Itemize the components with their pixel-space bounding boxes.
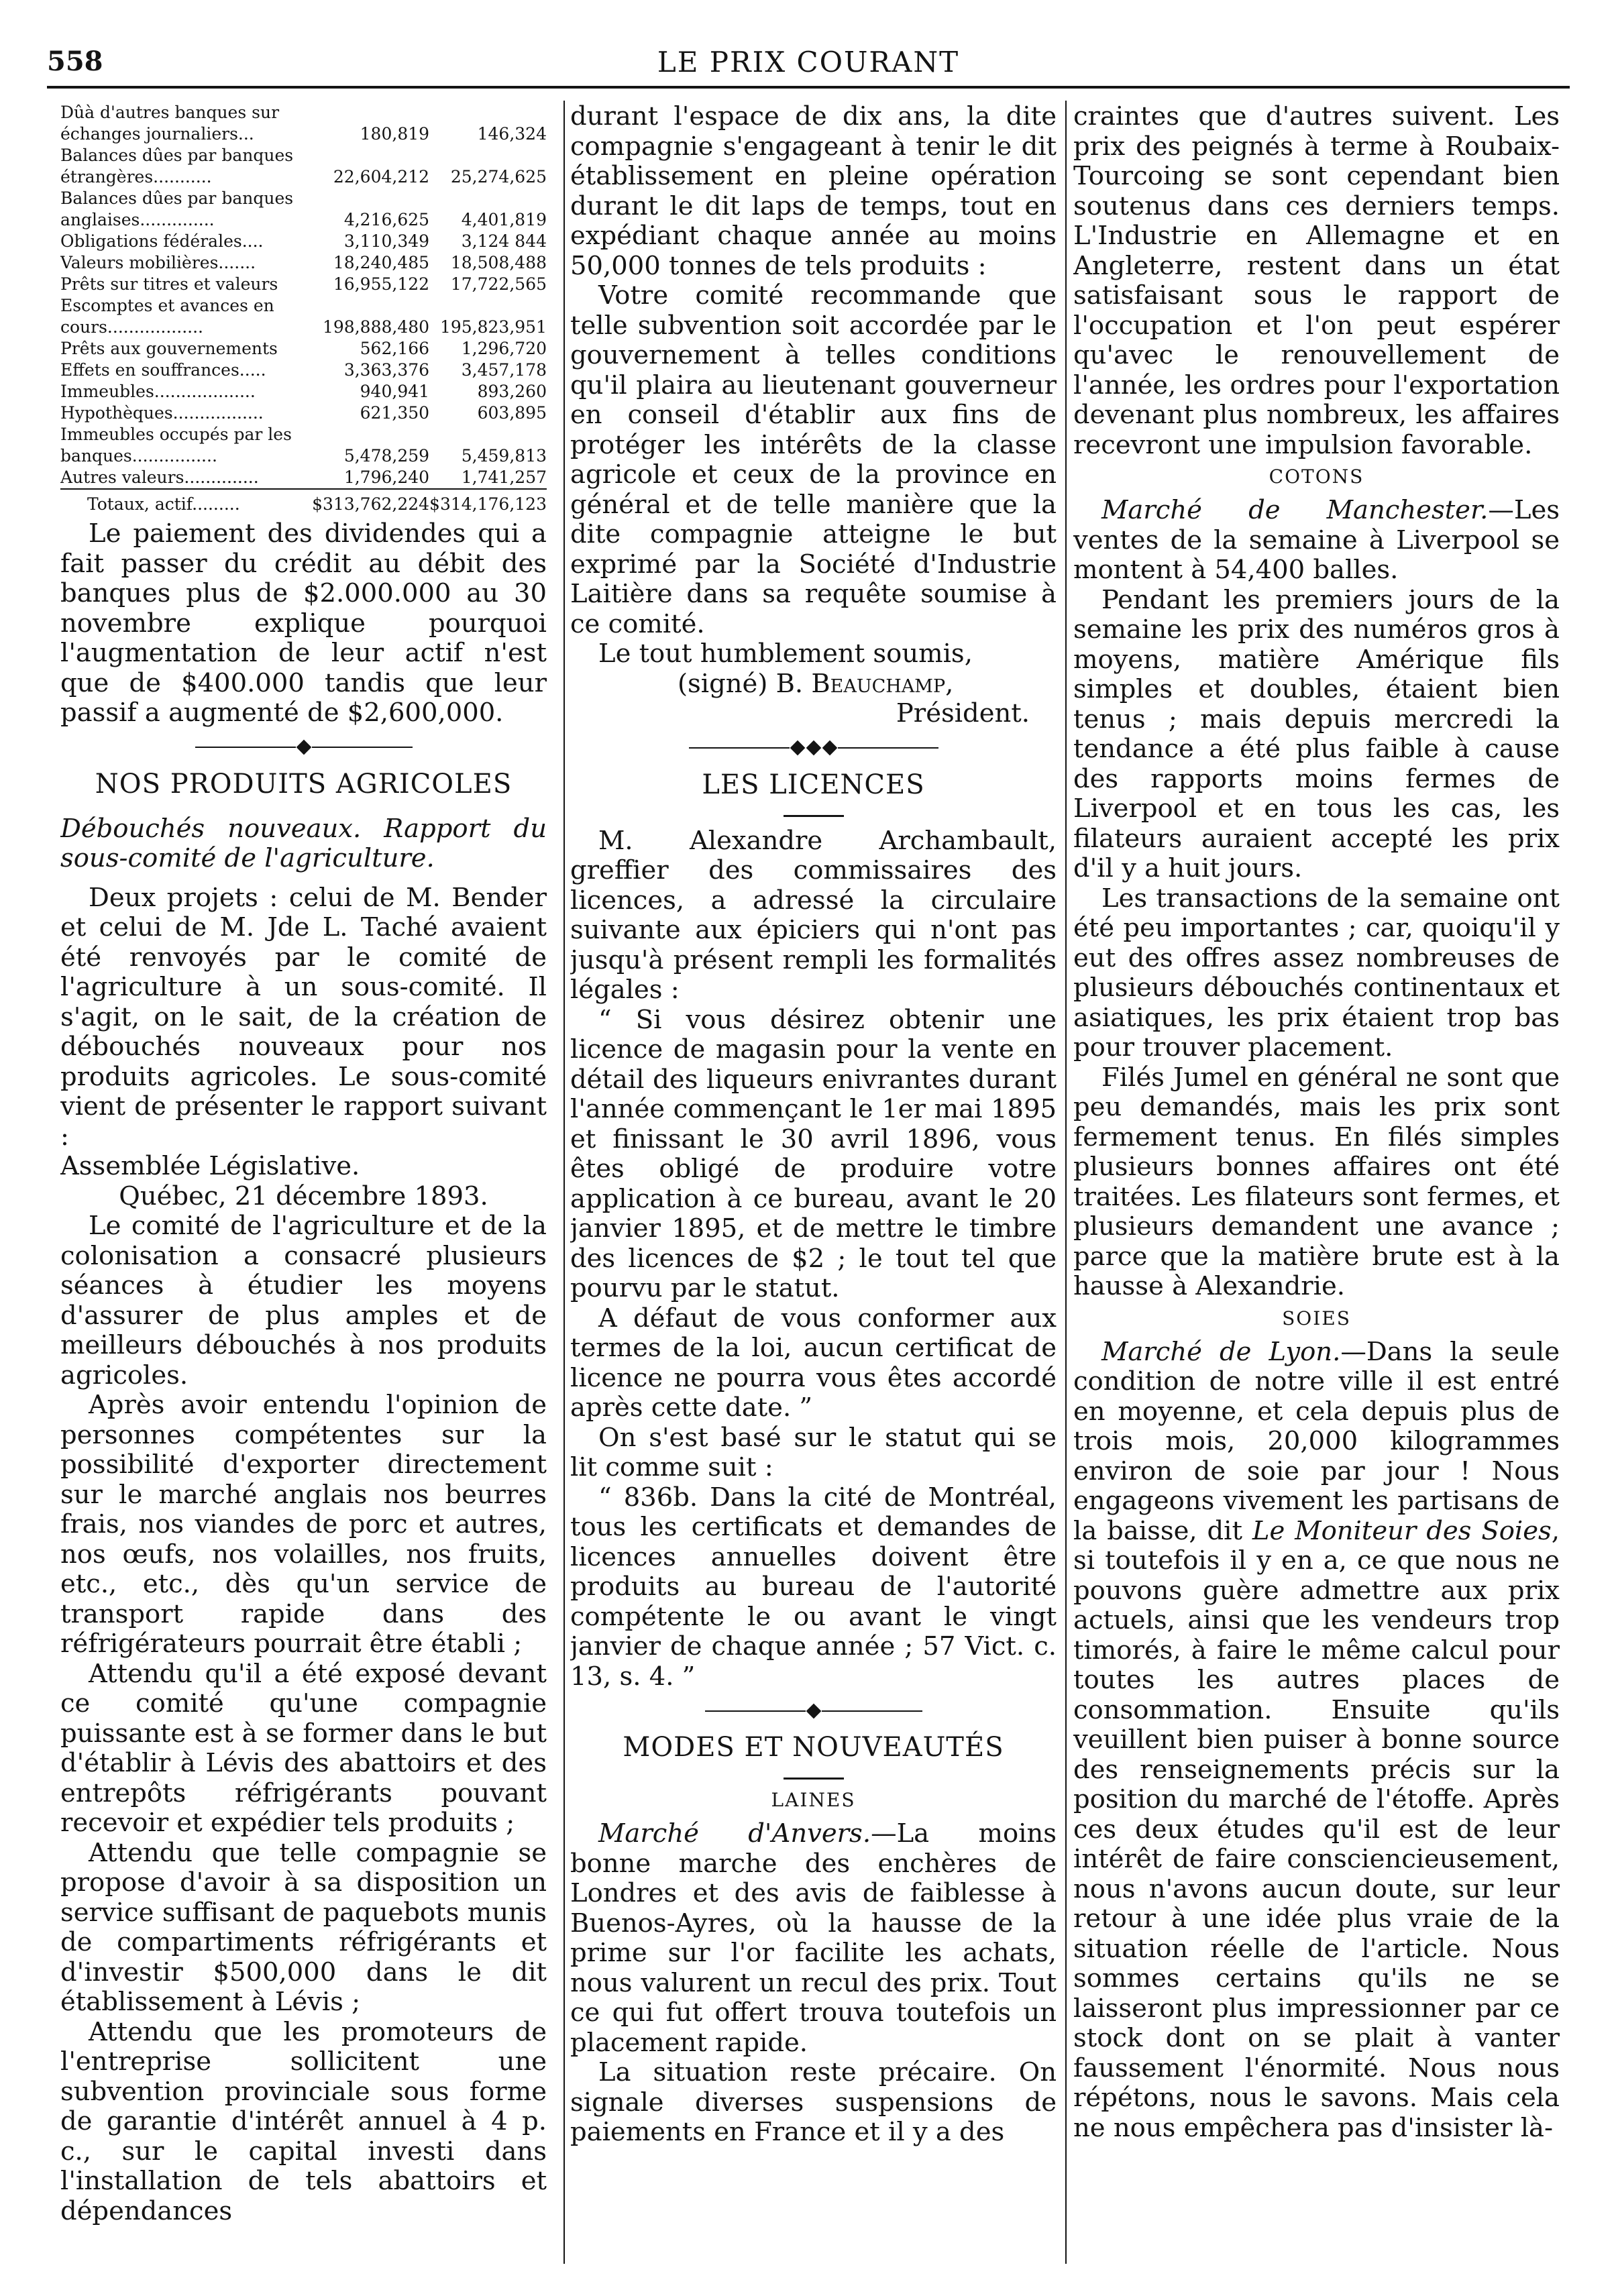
- column-1: [60, 102, 547, 2265]
- paragraph-apres: Après avoir entendu l'opinion de personnes compétentes sur la possibilité d'exporter directement sur le marché anglais nos beurres frais, nos viandes de porc et autres, nos œufs, nos volailles, nos fruits, etc., etc., dès qu'un service de transport rapide dans des réfrigérateurs pourrait être établi ;: [60, 1390, 547, 1659]
- paragraph-836b: “ 836b. Dans la cité de Montréal, tous les certificats et demandes de licences annuelles doivent être produits au bureau de l'autorité compétente le ou avant le vingt janvier de chaque année ; 57 Vict. c. 13, s. 4. ”: [570, 1482, 1057, 1692]
- heading-cotons: COTONS: [1269, 466, 1364, 488]
- row-value-1893: 621,350: [360, 403, 430, 423]
- totals-value-1893: $313,762,224: [312, 489, 429, 515]
- row-value-1894: 4,401,819: [461, 210, 547, 229]
- paragraph-comite: Le comité de l'agriculture et de la colonisation a consacré plusieurs séances à étudier les moyens d'assurer de plus amples et de meilleurs débouchés à nos produits agricoles.: [60, 1211, 547, 1390]
- section-ornament: [570, 1697, 1057, 1724]
- row-value-1894: 25,274,625: [450, 167, 547, 186]
- row-label: Autres valeurs..............: [60, 468, 259, 487]
- anvers-lead: Marché d'Anvers.: [598, 1818, 871, 1849]
- paragraph-anvers: [570, 1819, 1057, 2058]
- totals-row: [60, 489, 547, 515]
- row-value-1894: 3,124 844: [461, 231, 547, 251]
- row-value-1894: 893,260: [477, 382, 547, 401]
- lyon-lead: Marché de Lyon.: [1101, 1336, 1341, 1367]
- row-value-1894: 195,823,951: [439, 317, 547, 337]
- row-label: Prêts sur titres et valeurs: [60, 274, 278, 294]
- row-value-1894: 17,722,565: [450, 274, 547, 294]
- lyon-moniteur-title: Le Moniteur des Soies: [1252, 1515, 1552, 1546]
- row-label: Effets en souffrances.....: [60, 360, 266, 380]
- paragraph-assemblee: Assemblée Législative.: [60, 1151, 360, 1181]
- paragraph-a-defaut: A défaut de vous conformer aux termes de la loi, aucun certificat de licence ne pourra vous êtes accordé après cette date. ”: [570, 1303, 1057, 1423]
- row-value-1894: 5,459,813: [461, 446, 547, 466]
- row-label: Valeurs mobilières.......: [60, 253, 256, 272]
- column-3: [1073, 102, 1560, 2265]
- row-value-1893: 1,796,240: [343, 468, 430, 487]
- table-row: [60, 145, 547, 188]
- row-label: Balances dûes par banques anglaises..............: [60, 188, 294, 229]
- heading-laines: LAINES: [771, 1789, 856, 1811]
- table-row: [60, 295, 547, 338]
- heading-rule: [784, 1778, 844, 1780]
- paragraph-statut: On s'est basé sur le statut qui se lit comme suit :: [570, 1422, 1057, 1482]
- section-ornament: [60, 734, 547, 761]
- signature-line: [570, 669, 1057, 700]
- table-row: [60, 402, 547, 424]
- paragraph-archambault: M. Alexandre Archambault, greffier des commissaires des licences, a adressé la circulaire suivante aux épiciers qui n'ont pas jusqu'à présent rempli les formalités légales :: [570, 825, 1057, 1005]
- table-row: [60, 102, 547, 145]
- paragraph-soumis: Le tout humblement soumis,: [598, 639, 973, 669]
- row-label: Balances dûes par banques étrangères...........: [60, 146, 294, 186]
- row-label: Immeubles occupés par les banques................: [60, 425, 292, 466]
- column-2: [570, 102, 1057, 2265]
- paragraph-manchester: [1073, 496, 1560, 586]
- row-value-1893: 18,240,485: [333, 253, 430, 272]
- row-value-1893: 180,819: [360, 124, 430, 144]
- table-row: [60, 252, 547, 274]
- manchester-lead: Marché de Manchester.: [1101, 495, 1489, 525]
- row-value-1893: 22,604,212: [333, 167, 430, 186]
- row-value-1893: 5,478,259: [343, 446, 430, 466]
- signature-name: Beauchamp,: [811, 668, 954, 699]
- table-row: [60, 231, 547, 252]
- anvers-text: —La moins bonne marche des enchères de Londres et des avis de faiblesse à Buenos-Ayres, où la hausse de la prime sur l'or facilite les achats, nous valurent un recul des prix. Tout ce qui fut offert trouva toutefois un placement rapide.: [570, 1818, 1057, 2058]
- paragraph-transactions: Les transactions de la semaine ont été peu importantes ; car, quoiqu'il y eut des offres assez nombreuses de plusieurs débouchés continentaux et asiatiques, les prix étaient trop bas pour trouver placement.: [1073, 883, 1560, 1062]
- section-ornament: [570, 734, 1057, 761]
- heading-soies: SOIES: [1282, 1307, 1351, 1329]
- row-label: Hypothèques.................: [60, 403, 264, 423]
- row-label: Immeubles...................: [60, 382, 256, 401]
- table-row: [60, 467, 547, 489]
- row-label: Obligations fédérales....: [60, 231, 264, 251]
- lyon-text-2: , si toutefois il y en a, ce que nous ne pouvons guère admettre aux prix actuels, ainsi que les vendeurs trop timorés, à faire le même calcul pour toutes les autres places de consommation. Ensuite qu'ils veuillent bien puiser à bonne source des renseignements précis sur la position du marché de l'étoffe. Après ces deux études qu'il est de leur intérêt de faire consciencieusement, nous n'avons aucun doute, sur leur retour à une idée plus vraie de la situation réelle de l'article. Nous sommes certains qu'ils ne se laisseront plus impressionner par ce stock dont on se plait à vanter faussement l'énormité. Nous nous répétons, nous le savons. Mais cela ne nous empêchera pas d'insister là-: [1073, 1515, 1560, 2143]
- row-label: Escomptes et avances en cours..................: [60, 296, 274, 337]
- row-value-1893: 3,110,349: [343, 231, 430, 251]
- row-value-1894: 3,457,178: [461, 360, 547, 380]
- table-row: [60, 381, 547, 402]
- row-value-1894: 1,741,257: [461, 468, 547, 487]
- row-value-1894: 18,508,488: [450, 253, 547, 272]
- paragraph-lyon: [1073, 1337, 1560, 2144]
- bank-assets-table: [60, 102, 547, 515]
- heading-les-licences: LES LICENCES: [702, 769, 925, 800]
- paragraph-durant: durant l'espace de dix ans, la dite compagnie s'engageant à tenir le dit établissement en pleine opération durant le dit laps de temps, tout en expédiant chaque année au moins 50,000 tonnes de tels produits :: [570, 102, 1057, 281]
- totals-value-1894: $314,176,123: [429, 489, 547, 515]
- column-rule-left: [563, 101, 565, 2264]
- row-label: Dûà d'autres banques sur échanges journaliers...: [60, 103, 280, 144]
- row-value-1894: 603,895: [477, 403, 547, 423]
- table-row: [60, 360, 547, 381]
- row-value-1894: 146,324: [477, 124, 547, 144]
- paragraph-situation: La situation reste précaire. On signale diverses suspensions de paiements en France et il y a des: [570, 2057, 1057, 2147]
- page-header: [47, 42, 1570, 82]
- row-value-1893: 940,941: [360, 382, 430, 401]
- row-label: Prêts aux gouvernements: [60, 339, 278, 358]
- row-value-1893: 4,216,625: [343, 210, 430, 229]
- lyon-text-1: —Dans la seule condition de notre ville il est entré en moyenne, et cela depuis plus de trois mois, 20,000 kilogrammes environ de soie par jour ! Nous engageons vivement les partisans de la baisse, dit: [1073, 1336, 1560, 1546]
- paragraph-dividendes: Le paiement des dividendes qui a fait passer du crédit au débit des banques plus de $2.000.000 au 30 novembre explique pourquoi l'augmentation de leur actif n'est que de $400.000 tandis que leur passif a augmenté de $2,600,000.: [60, 518, 547, 728]
- header-rule: [47, 86, 1570, 89]
- table-row: [60, 274, 547, 295]
- row-value-1893: 562,166: [360, 339, 430, 358]
- paragraph-jumel: Filés Jumel en général ne sont que peu demandés, mais les prix sont fermement tenus. En filés simples plusieurs bonnes affaires ont été traitées. Les filateurs sont fermes, et plusieurs demandent une avance ; parce que la matière brute est à la hausse à Alexandrie.: [1073, 1062, 1560, 1301]
- paragraph-quebec-date: Québec, 21 décembre 1893.: [119, 1181, 488, 1211]
- paragraph-pendant: Pendant les premiers jours de la semaine les prix des numéros gros à moyens, matière Amérique fils simples et doubles, étaient bien tenus ; mais depuis mercredi la tendance a été plus faible à cause des rapports moins fermes de Liverpool et en tous les cas, les filateurs auraient accepté les prix d'il y a huit jours.: [1073, 584, 1560, 883]
- paragraph-deux-projets: Deux projets : celui de M. Bender et celui de M. Jde L. Taché avaient été renvoyés par le comité de l'agriculture à un sous-comité. Il s'agit, on le sait, de la création de débouchés nouveaux pour nos produits agricoles. Le sous-comité vient de présenter le rapport suivant :: [60, 882, 547, 1152]
- paragraph-si-vous-desirez: “ Si vous désirez obtenir une licence de magasin pour la vente en détail des liqueurs enivrantes durant l'année commençant le 1er mai 1895 et finissant le 30 avril 1896, vous êtes obligé de produire votre application à ce bureau, avant le 20 janvier 1895, et de mettre le timbre des licences de $2 ; le tout tel que pourvu par le statut.: [570, 1004, 1057, 1303]
- signature-prefix: (signé) B.: [678, 668, 812, 699]
- column-rule-right: [1065, 101, 1067, 2264]
- row-value-1893: 16,955,122: [333, 274, 430, 294]
- paragraph-attendu-1: Attendu qu'il a été exposé devant ce comité qu'une compagnie puissante est à se former dans le but d'établir à Lévis des abattoirs et des entrepôts réfrigérants pouvant recevoir et expédier tels produits ;: [60, 1658, 547, 1838]
- subheading-debouches: Débouchés nouveaux. Rapport du sous-comité de l'agriculture.: [60, 813, 547, 873]
- heading-rule: [784, 815, 844, 817]
- row-value-1893: 198,888,480: [323, 317, 430, 337]
- heading-modes-et-nouveautes: MODES ET NOUVEAUTÉS: [623, 1732, 1004, 1763]
- paragraph-votre-comite: Votre comité recommande que telle subvention soit accordée par le gouvernement à telles conditions qu'il plaira au lieutenant gouverneur en conseil d'établir aux fins de protéger les intérêts de la classe agricole et ceux de la province en général et de telle manière que la dite compagnie atteigne le but exprimé par la Société d'Industrie Laitière dans sa requête soumise à ce comité.: [570, 280, 1057, 639]
- heading-nos-produits-agricoles: NOS PRODUITS AGRICOLES: [95, 768, 513, 800]
- row-value-1894: 1,296,720: [461, 339, 547, 358]
- table-row: [60, 188, 547, 231]
- totals-label: Totaux, actif.........: [60, 489, 312, 515]
- paragraph-attendu-2: Attendu que telle compagnie se propose d'avoir à sa disposition un service suffisant de paquebots munis de compartiments réfrigérants et d'investir $500,000 dans le dit établissement à Lévis ;: [60, 1837, 547, 2017]
- table-row: [60, 424, 547, 467]
- running-title: LE PRIX COURANT: [657, 46, 960, 78]
- row-value-1893: 3,363,376: [343, 360, 430, 380]
- signature-title: Président.: [896, 698, 1030, 728]
- table-row: [60, 338, 547, 360]
- paragraph-craintes: craintes que d'autres suivent. Les prix des peignés à terme à Roubaix-Tourcoing se sont cependant bien soutenus dans ces derniers temps. L'Industrie en Allemagne et en Angleterre, restent dans un état satisfaisant sous le rapport de l'occupation et l'on peut espérer qu'avec le renouvellement de l'année, les ordres pour l'exportation devenant plus nombreux, les affaires recevront une impulsion favorable.: [1073, 102, 1560, 460]
- manchester-text: —Les ventes de la semaine à Liverpool se montent à 54,400 balles.: [1073, 495, 1560, 585]
- page-number: 558: [47, 46, 103, 77]
- paragraph-attendu-3: Attendu que les promoteurs de l'entreprise sollicitent une subvention provinciale sous forme de garantie d'intérêt annuel à 4 p. c., sur le capital investi dans l'installation de tels abattoirs et dépendances: [60, 2016, 547, 2226]
